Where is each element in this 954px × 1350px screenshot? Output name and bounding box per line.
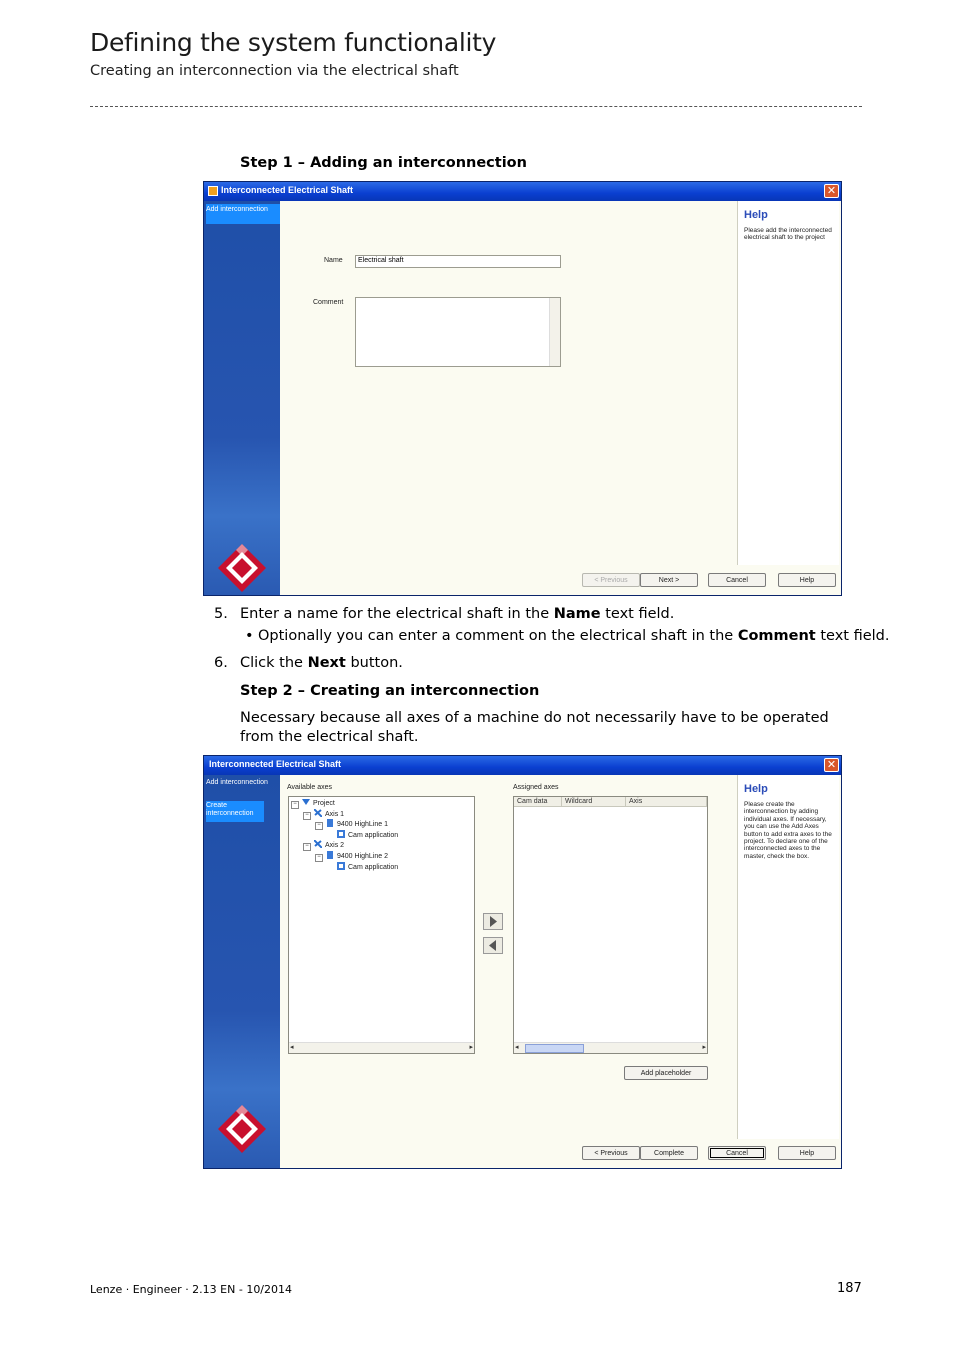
tree-item-highline1[interactable] (315, 819, 388, 830)
page-subtitle: Creating an interconnection via the electrical shaft (90, 63, 459, 79)
table-horizontal-scrollbar[interactable] (514, 1042, 707, 1053)
wizard-nav-panel (204, 775, 280, 1168)
nav-item-add-interconnection[interactable]: Add interconnection (206, 779, 268, 786)
collapse-icon[interactable]: − (315, 854, 323, 862)
step2-dialog (203, 755, 842, 1169)
next-button[interactable]: Next > (640, 573, 698, 587)
dialog-title: Interconnected Electrical Shaft (221, 185, 354, 195)
dialog-title: Interconnected Electrical Shaft (209, 759, 342, 769)
assigned-axes-table[interactable] (513, 796, 708, 1054)
name-term: Name (553, 606, 601, 622)
tree-label: Axis 1 (325, 811, 345, 818)
controller-icon (326, 819, 334, 827)
cancel-button[interactable]: Cancel (708, 1146, 766, 1160)
scroll-thumb[interactable] (525, 1044, 584, 1053)
tree-item-highline2[interactable] (315, 851, 388, 862)
nav-item-add-interconnection[interactable]: Add interconnection (206, 204, 280, 224)
collapse-icon[interactable]: − (303, 812, 311, 820)
step2-heading: Step 2 – Creating an interconnection (240, 683, 540, 699)
scroll-left-icon[interactable]: ◂ (290, 1044, 294, 1051)
instruction-5 (240, 605, 674, 624)
remove-axis-button[interactable] (483, 937, 503, 954)
instruction-6-text: Click the (240, 655, 308, 671)
help-text: Please create the interconnection by adding individual axes. If necessary, you can use the Add Axes button to add extra axes to the project. To declare one of the interconnected axes to the master, check the box. (744, 801, 832, 860)
help-title: Help (744, 209, 768, 221)
list-number-6: 6. (214, 655, 228, 671)
tree-label: Project (313, 800, 335, 807)
help-button[interactable]: Help (778, 573, 836, 587)
footer-publication: Lenze · Engineer · 2.13 EN - 10/2014 (90, 1283, 293, 1296)
instruction-5-end: text field. (600, 606, 675, 622)
list-number-5: 5. (214, 606, 228, 622)
page-number: 187 (837, 1281, 862, 1296)
page-title: Defining the system functionality (90, 28, 497, 57)
scroll-right-icon[interactable]: ▸ (702, 1044, 706, 1051)
bullet-end: text field. (815, 628, 890, 644)
step1-dialog (203, 181, 842, 596)
scroll-left-icon[interactable]: ◂ (515, 1044, 519, 1051)
application-icon (337, 830, 345, 838)
instruction-bullet (258, 627, 889, 646)
axis-icon (314, 809, 322, 817)
arrow-right-icon (484, 914, 502, 929)
scroll-right-icon[interactable]: ▸ (469, 1044, 473, 1051)
available-axes-label: Available axes (287, 784, 333, 791)
previous-button[interactable]: < Previous (582, 573, 640, 587)
controller-icon (326, 851, 334, 859)
help-button[interactable]: Help (778, 1146, 836, 1160)
name-label: Name (324, 257, 343, 264)
close-icon[interactable]: ✕ (824, 184, 839, 198)
tree-label: Cam application (348, 832, 399, 839)
instruction-5-text: Enter a name for the electrical shaft in the (240, 606, 554, 622)
step1-heading: Step 1 – Adding an interconnection (240, 155, 527, 171)
help-panel (737, 201, 839, 565)
tree-label: Cam application (348, 864, 399, 871)
instruction-6-end: button. (345, 655, 403, 671)
next-term: Next (307, 655, 346, 671)
comment-term: Comment (737, 628, 816, 644)
close-icon[interactable]: ✕ (824, 758, 839, 772)
tree-horizontal-scrollbar[interactable] (289, 1042, 474, 1053)
help-panel (737, 775, 839, 1139)
tree-item-project[interactable] (291, 798, 335, 809)
complete-button[interactable]: Complete (640, 1146, 698, 1160)
collapse-icon[interactable]: − (315, 822, 323, 830)
column-header-cam-data[interactable]: Cam data (514, 797, 562, 807)
comment-scrollbar[interactable] (549, 298, 560, 366)
collapse-icon[interactable]: − (303, 843, 311, 851)
step2-description: Necessary because all axes of a machine do not necessarily have to be operated from the electrical shaft. (240, 710, 829, 745)
previous-button[interactable]: < Previous (582, 1146, 640, 1160)
lenze-logo-icon (216, 1103, 268, 1155)
help-text: Please add the interconnected electrical shaft to the project (744, 227, 832, 242)
collapse-icon[interactable]: − (291, 801, 299, 809)
comment-field[interactable] (355, 297, 561, 367)
nav-item-create-interconnection[interactable]: Create interconnection (206, 801, 264, 822)
instruction-6 (240, 654, 403, 673)
lenze-logo-icon (216, 542, 268, 594)
add-placeholder-button[interactable]: Add placeholder (624, 1066, 708, 1080)
tree-item-cam2[interactable] (337, 862, 398, 871)
header-divider (90, 106, 862, 107)
comment-label: Comment (313, 299, 344, 306)
bullet-text: Optionally you can enter a comment on the electrical shaft in the (258, 628, 738, 644)
assigned-axes-label: Assigned axes (513, 784, 559, 791)
project-icon (302, 798, 310, 806)
tree-label: 9400 HighLine 2 (337, 853, 388, 860)
arrow-left-icon (484, 938, 502, 953)
tree-item-axis2[interactable] (303, 840, 344, 851)
dialog-titlebar[interactable] (204, 182, 841, 201)
column-header-wildcard[interactable]: Wildcard (562, 797, 626, 807)
cancel-button[interactable]: Cancel (708, 573, 766, 587)
application-icon (337, 862, 345, 870)
dialog-titlebar[interactable] (204, 756, 841, 775)
help-title: Help (744, 783, 768, 795)
add-axis-button[interactable] (483, 913, 503, 930)
app-icon (208, 186, 218, 196)
available-axes-tree[interactable] (288, 796, 475, 1054)
tree-label: 9400 HighLine 1 (337, 821, 388, 828)
axis-icon (314, 840, 322, 848)
tree-label: Axis 2 (325, 842, 345, 849)
column-header-axis[interactable]: Axis (626, 797, 707, 807)
wizard-nav-panel (204, 201, 280, 595)
bullet-icon: • (245, 628, 254, 644)
name-field[interactable]: Electrical shaft (355, 255, 561, 268)
tree-item-cam1[interactable] (337, 830, 398, 839)
